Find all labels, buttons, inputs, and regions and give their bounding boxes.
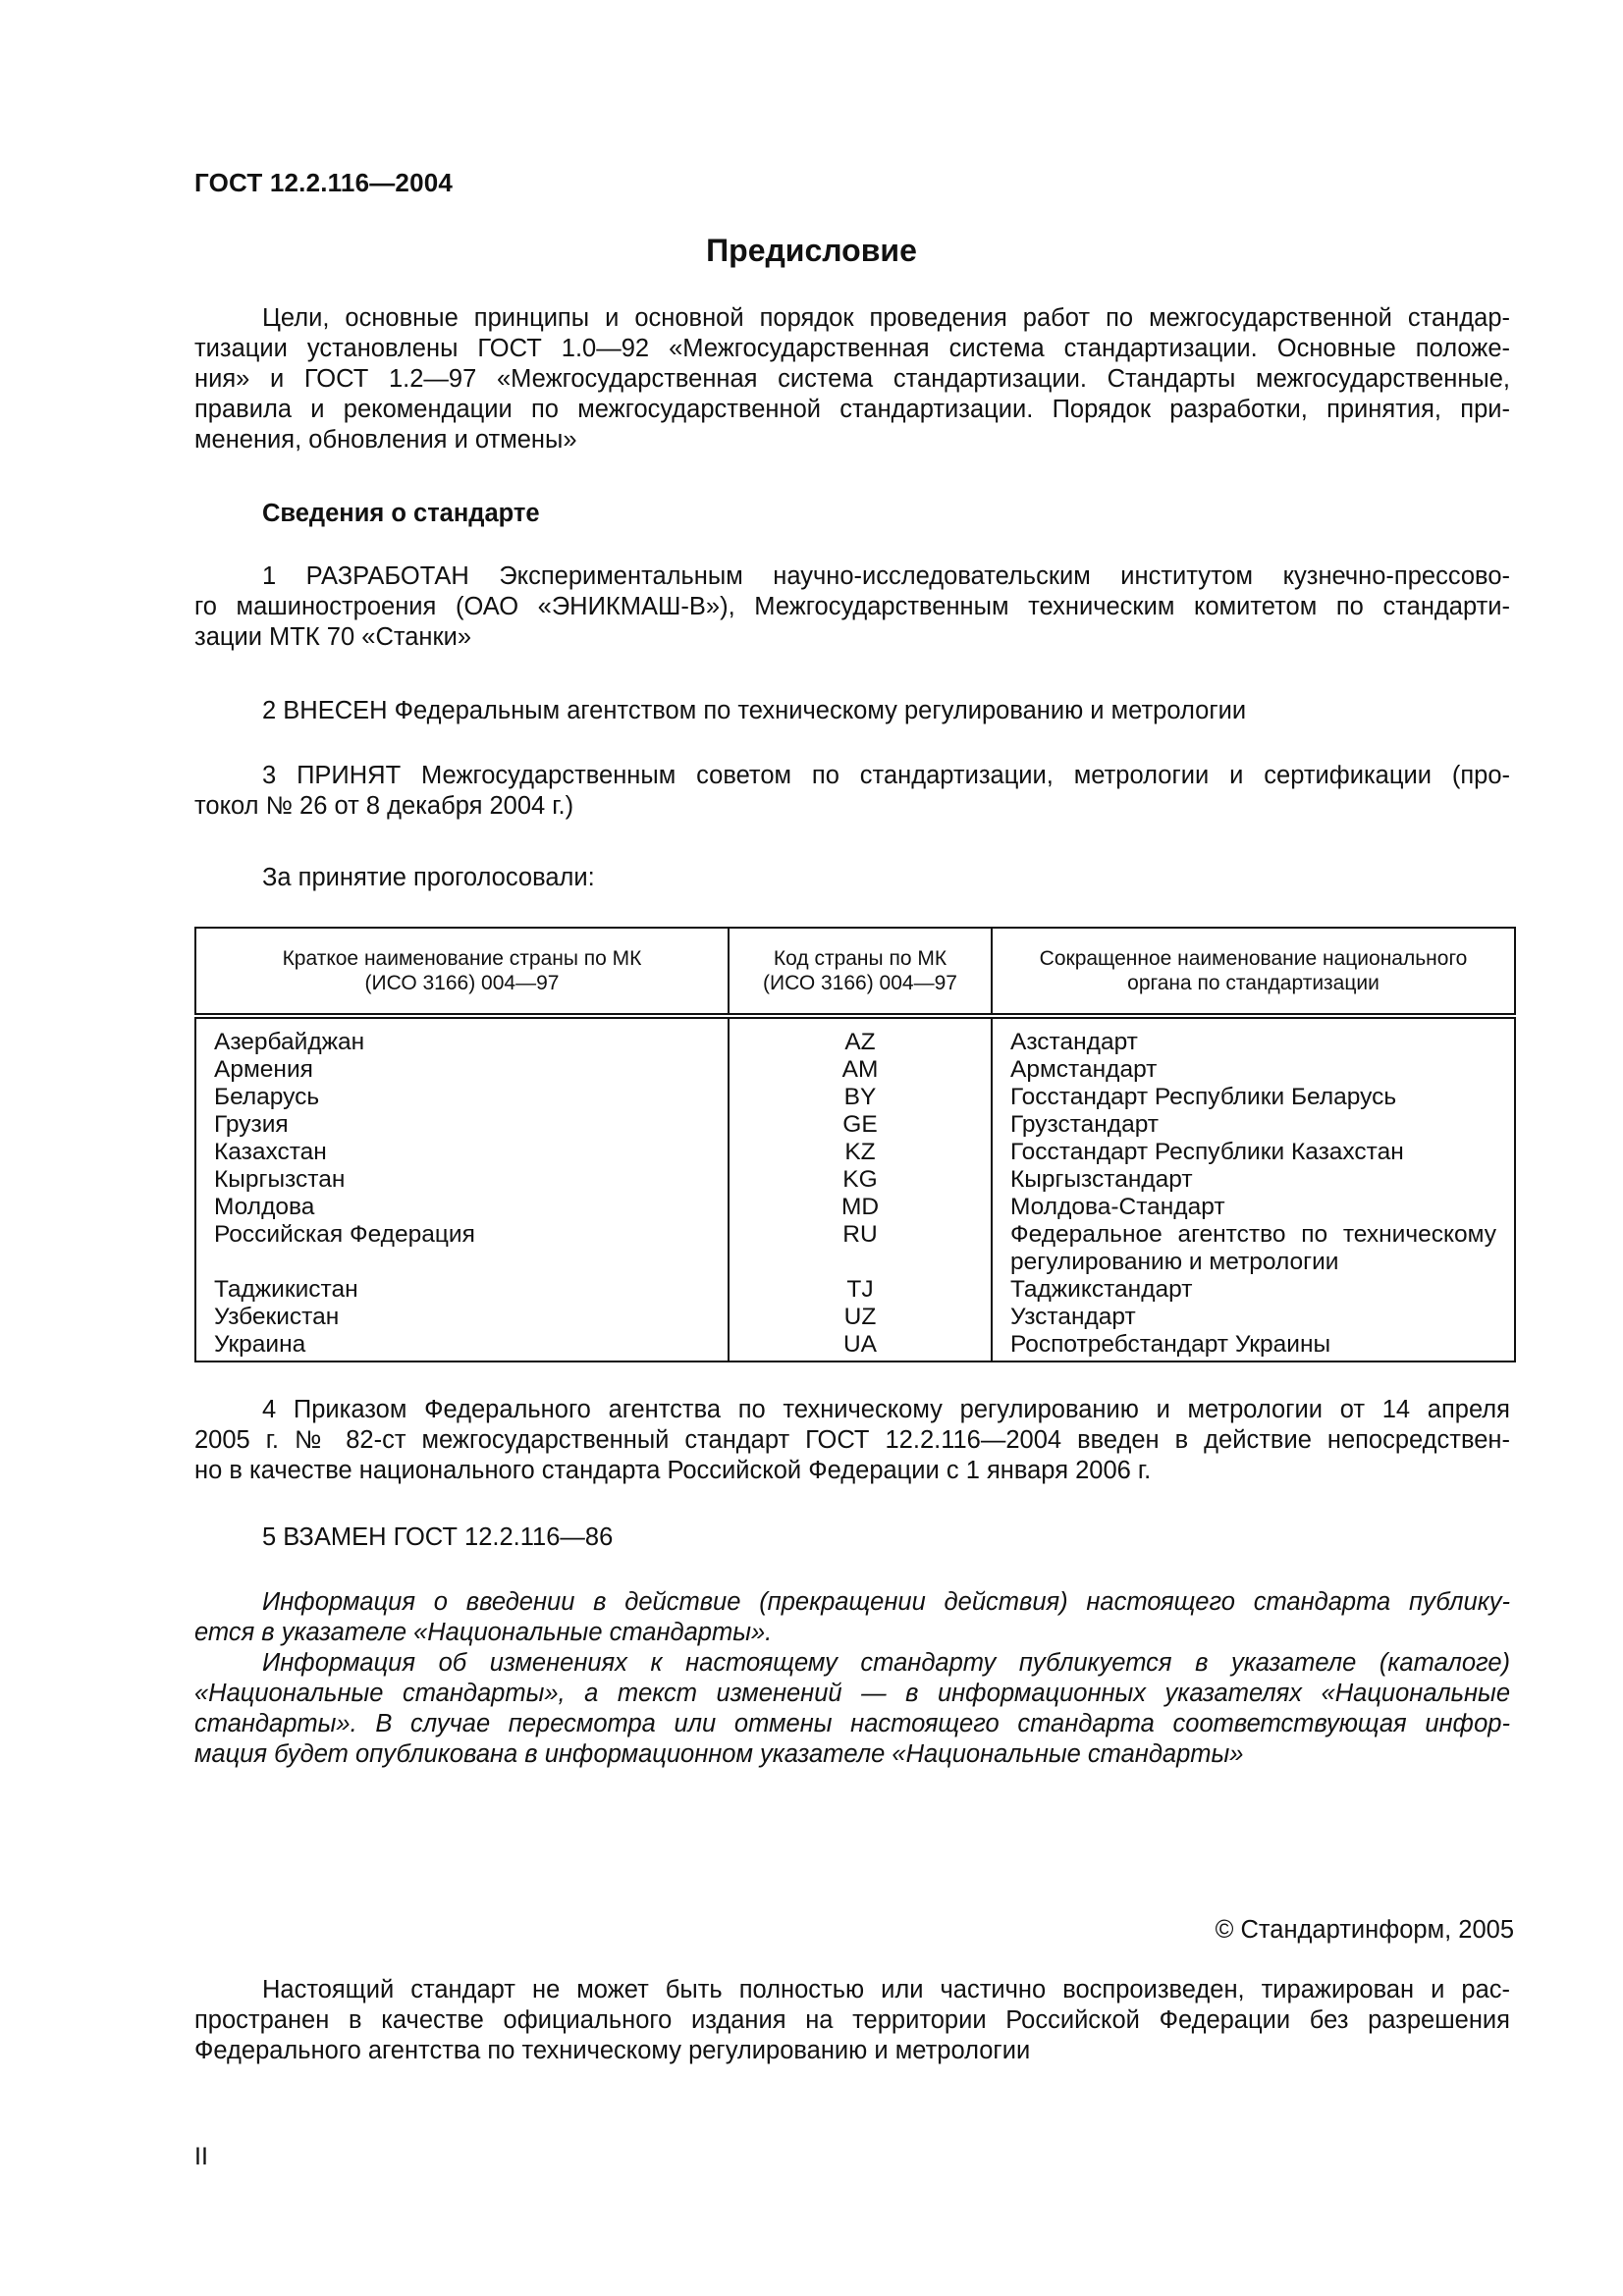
intro-line: правила и рекомендации по межгосударственной стандартизации. Порядок разработки, принятия, при- [194, 396, 1510, 423]
country-code-cell: AM [729, 1056, 992, 1084]
legal-line: Настоящий стандарт не может быть полностью или частично воспроизведен, тиражирован и рас- [262, 1976, 1510, 2003]
note-2-line: «Национальные стандарты», а текст изменений — в информационных указателях «Национальные [194, 1680, 1510, 1707]
table-row [195, 1166, 1515, 1194]
national-body-cell: Госстандарт Республики Казахстан [992, 1139, 1515, 1166]
table-row [195, 1084, 1515, 1111]
note-introduction-info [194, 1587, 1510, 1648]
intro-paragraph [194, 303, 1510, 455]
item-1-line: го машиностроения (ОАО «ЭНИКМАШ-В»), Межгосударственным техническим комитетом по стандарти- [194, 593, 1510, 620]
note-2-line: Информация об изменениях к настоящему стандарту публикуется в указателе (каталоге) [262, 1649, 1510, 1677]
intro-line: Цели, основные принципы и основной порядок проведения работ по межгосударственной стандар- [262, 304, 1510, 332]
info-heading: Сведения о стандарте [262, 500, 540, 527]
country-name-cell: Украина [195, 1331, 729, 1362]
item-4-line: но в качестве национального стандарта Российской Федерации с 1 января 2006 г. [194, 1457, 1152, 1484]
country-name-cell: Российская Федерация [195, 1221, 729, 1276]
table-row [195, 1056, 1515, 1084]
country-code-cell: AZ [729, 1016, 992, 1056]
table-header-row [195, 928, 1515, 1016]
item-3-paragraph [194, 761, 1510, 822]
item-4-paragraph [194, 1395, 1510, 1486]
country-name-cell: Таджикистан [195, 1276, 729, 1304]
national-body-cell: Таджикстандарт [992, 1276, 1515, 1304]
table-row [195, 1194, 1515, 1221]
note-1-line: ется в указателе «Национальные стандарты». [194, 1619, 773, 1646]
table-row [195, 1111, 1515, 1139]
item-1-line: зации МТК 70 «Станки» [194, 623, 472, 651]
country-code-cell: MD [729, 1194, 992, 1221]
header-national-body: Сокращенное наименование национального органа по стандартизации [992, 928, 1515, 1016]
country-name-cell: Беларусь [195, 1084, 729, 1111]
item-2-paragraph: 2 ВНЕСЕН Федеральным агентством по техническому регулированию и метрологии [262, 697, 1247, 724]
header-country-code: Код страны по МК (ИСО 3166) 004—97 [729, 928, 992, 1016]
document-header: ГОСТ 12.2.116—2004 [194, 168, 454, 197]
copyright-notice: © Стандартинформ, 2005 [1215, 1916, 1514, 1944]
voted-label: За принятие проголосовали: [262, 864, 595, 891]
legal-line: Федерального агентства по техническому регулированию и метрологии [194, 2037, 1031, 2064]
intro-line: тизации установлены ГОСТ 1.0—92 «Межгосударственная система стандартизации. Основные положе- [194, 335, 1510, 362]
national-body-cell: Федеральное агентство по техническому регулированию и метрологии [992, 1221, 1515, 1276]
national-body-cell: Роспотребстандарт Украины [992, 1331, 1515, 1362]
table-body [195, 1016, 1515, 1362]
country-name-cell: Азербайджан [195, 1016, 729, 1056]
table-row [195, 1139, 1515, 1166]
legal-notice [194, 1975, 1510, 2066]
national-body-cell: Азстандарт [992, 1016, 1515, 1056]
national-body-cell: Молдова-Стандарт [992, 1194, 1515, 1221]
country-name-cell: Узбекистан [195, 1304, 729, 1331]
table-row [195, 1276, 1515, 1304]
country-name-cell: Грузия [195, 1111, 729, 1139]
item-5-paragraph: 5 ВЗАМЕН ГОСТ 12.2.116—86 [262, 1523, 614, 1551]
country-name-cell: Кыргызстан [195, 1166, 729, 1194]
item-3-line: токол № 26 от 8 декабря 2004 г.) [194, 792, 574, 820]
country-name-cell: Армения [195, 1056, 729, 1084]
legal-line: пространен в качестве официального издания на территории Российской Федерации без разрешения [194, 2006, 1510, 2034]
note-amendments-info [194, 1648, 1510, 1770]
item-1-line: 1 РАЗРАБОТАН Экспериментальным научно-исследовательским институтом кузнечно-прессово- [262, 562, 1510, 590]
voting-countries-table [194, 927, 1516, 1362]
note-1-line: Информация о введении в действие (прекращении действия) настоящего стандарта публику- [262, 1588, 1510, 1616]
country-code-cell: TJ [729, 1276, 992, 1304]
country-code-cell: RU [729, 1221, 992, 1276]
country-name-cell: Казахстан [195, 1139, 729, 1166]
page-title: Предисловие [706, 233, 917, 268]
national-body-cell: Армстандарт [992, 1056, 1515, 1084]
intro-line: ния» и ГОСТ 1.2—97 «Межгосударственная система стандартизации. Стандарты межгосударственные, [194, 365, 1510, 393]
country-code-cell: BY [729, 1084, 992, 1111]
item-4-line: 4 Приказом Федерального агентства по техническому регулированию и метрологии от 14 апреля [262, 1396, 1510, 1423]
note-2-line: мация будет опубликована в информационном указателе «Национальные стандарты» [194, 1740, 1244, 1768]
item-3-line: 3 ПРИНЯТ Межгосударственным советом по стандартизации, метрологии и сертификации (про- [262, 762, 1510, 789]
table-row [195, 1016, 1515, 1056]
note-2-line: стандарты». В случае пересмотра или отмены настоящего стандарта соответствующая инфор- [194, 1710, 1510, 1737]
country-code-cell: UA [729, 1331, 992, 1362]
page-number: II [194, 2143, 208, 2170]
national-body-cell: Грузстандарт [992, 1111, 1515, 1139]
country-code-cell: UZ [729, 1304, 992, 1331]
national-body-cell: Госстандарт Республики Беларусь [992, 1084, 1515, 1111]
country-name-cell: Молдова [195, 1194, 729, 1221]
country-code-cell: GE [729, 1111, 992, 1139]
intro-line: менения, обновления и отмены» [194, 426, 577, 454]
item-1-paragraph [194, 561, 1510, 653]
country-code-cell: KG [729, 1166, 992, 1194]
header-country-name: Краткое наименование страны по МК (ИСО 3166) 004—97 [195, 928, 729, 1016]
table-row [195, 1304, 1515, 1331]
national-body-cell: Узстандарт [992, 1304, 1515, 1331]
table-row [195, 1221, 1515, 1276]
table-row [195, 1331, 1515, 1362]
item-4-line: 2005 г. № 82-ст межгосударственный стандарт ГОСТ 12.2.116—2004 введен в действие непосредствен- [194, 1426, 1510, 1454]
national-body-cell: Кыргызстандарт [992, 1166, 1515, 1194]
country-code-cell: KZ [729, 1139, 992, 1166]
